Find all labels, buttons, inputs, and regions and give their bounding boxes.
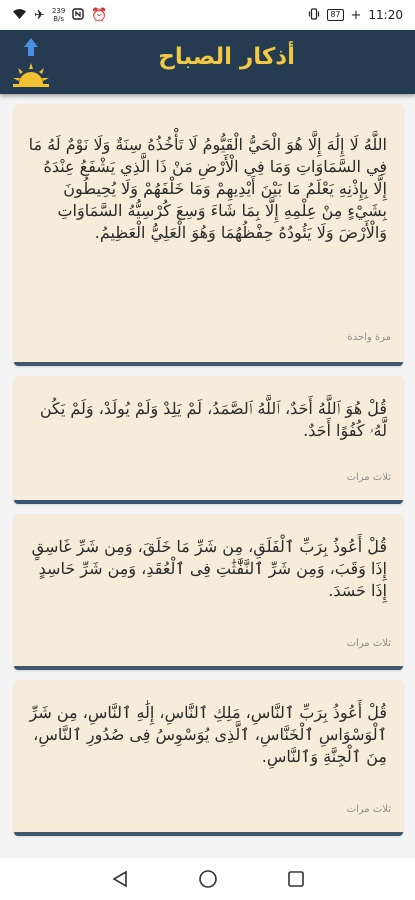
page-title: أذكار الصباح (158, 44, 295, 70)
zikr-card[interactable] (14, 680, 403, 836)
recents-button[interactable] (286, 869, 306, 889)
zikr-card[interactable] (14, 514, 403, 670)
nfc-icon (72, 8, 84, 23)
zikr-card[interactable] (14, 104, 403, 366)
home-button[interactable] (198, 869, 218, 889)
zikr-text: قُلْ أَعُوذُ بِرَبِّ ٱلنَّاسِ، مَلِكِ ٱلنَّاسِ، إِلَٰهِ ٱلنَّاسِ، مِن شَرِّ ٱلْوَسْوَاسِ ٱلْخَنَّاسِ، ٱلَّذِى يُوَسْوِسُ فِى صُدُورِ ٱلنَّاسِ، مِنَ ٱلْجِنَّةِ وَٱلنَّاسِ. (29, 703, 387, 766)
system-nav-bar (0, 858, 415, 900)
back-triangle-icon (112, 870, 128, 888)
back-button[interactable] (110, 869, 130, 889)
network-speed-value: 239 (51, 7, 66, 15)
zikr-count: مرة واحدة (347, 332, 391, 343)
status-bar-left (12, 7, 107, 23)
zikr-text: قُلْ أَعُوذُ بِرَبِّ ٱلْفَلَقِ، مِن شَرِّ مَا خَلَقَ، وَمِن شَرِّ غَاسِقٍ إِذَا وَقَبَ، وَمِن شَرِّ ٱلنَّفَّٰثَٰتِ فِى ٱلْعُقَدِ، وَمِن شَرِّ حَاسِدٍ إِذَا حَسَدَ. (31, 537, 387, 600)
zikr-text: اللَّهُ لَا إِلَٰهَ إِلَّا هُوَ الْحَيُّ الْقَيُّومُ لَا تَأْخُذُهُ سِنَةٌ وَلَا نَوْمٌ لَهُ مَا فِي السَّمَاوَاتِ وَمَا فِي الْأَرْضِ مَنْ ذَا الَّذِي يَشْفَعُ عِنْدَهُ إِلَّا بِإِذْنِهِ يَعْلَمُ مَا بَيْنَ أَيْدِيهِمْ وَمَا خَلْفَهُمْ وَلَا يُحِيطُونَ بِشَيْءٍ مِنْ عِلْمِهِ إِلَّا بِمَا شَاءَ وَسِعَ كُرْسِيُّهُ السَّمَاوَاتِ وَالْأَرْضَ وَلَا يَئُودُهُ حِفْظُهُمَا وَهُوَ الْعَلِيُّ الْعَظِيمُ. (28, 135, 387, 242)
clock: 11:20 (368, 8, 403, 22)
zikr-text: قُلْ هُوَ ٱللَّهُ أَحَدٌ، ٱللَّهُ ٱلصَّمَدُ، لَمْ يَلِدْ وَلَمْ يُولَدْ، وَلَمْ يَكُن لَّهُۥ كُفُوًا أَحَدٌ. (39, 399, 387, 440)
recents-square-icon (287, 870, 305, 888)
network-speed-unit: B/s (53, 15, 64, 23)
wifi-icon (12, 8, 27, 23)
sunrise-icon[interactable] (10, 36, 52, 90)
app-bar (0, 30, 415, 94)
airplane-mode-icon: ✈ (34, 7, 45, 23)
zikr-card[interactable] (14, 376, 403, 504)
charging-icon: + (350, 7, 362, 23)
zikr-count: ثلاث مرات (346, 804, 391, 815)
home-circle-icon (198, 869, 218, 889)
status-bar-right (308, 8, 403, 23)
network-speed (52, 7, 65, 23)
alarm-icon: ⏰ (91, 7, 108, 23)
vibrate-icon (308, 8, 320, 23)
zikr-count: ثلاث مرات (346, 472, 391, 483)
azkar-list[interactable] (0, 94, 415, 858)
battery-icon: 87 (327, 9, 343, 21)
zikr-count: ثلاث مرات (346, 638, 391, 649)
status-bar (0, 0, 415, 30)
